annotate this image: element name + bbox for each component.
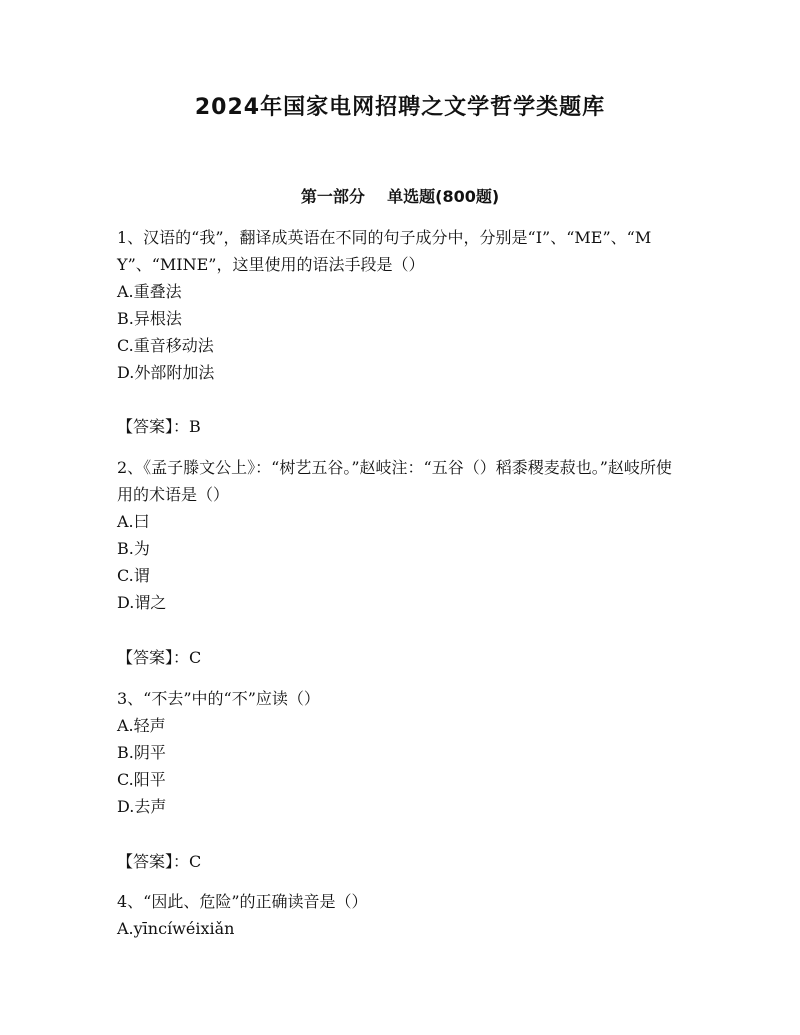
document-title: 2024年国家电网招聘之文学哲学类题库 <box>194 95 606 120</box>
answer-label: 【答案】： <box>117 417 190 436</box>
option-a: A.yīncíwéixiǎn <box>117 919 235 938</box>
answer-line-2 <box>117 644 687 671</box>
question-stem: 4、“因此、危险”的正确读音是（） <box>117 892 368 911</box>
option-c: C.重音移动法 <box>117 336 214 355</box>
section-title: 第一部分 单选题(800题) <box>300 187 500 206</box>
option-a: A.曰 <box>117 512 150 531</box>
option-a: A.重叠法 <box>117 282 182 301</box>
option-d: D.外部附加法 <box>117 363 215 382</box>
answer-value: B <box>189 417 201 436</box>
question-block-4 <box>117 888 687 942</box>
option-d: D.去声 <box>117 797 167 816</box>
option-d: D.谓之 <box>117 593 167 612</box>
question-stem: 2、《孟子滕文公上》：“树艺五谷。”赵岐注：“五谷（）稻黍稷麦菽也。”赵岐所使用的术语是（） <box>117 458 672 504</box>
option-c: C.谓 <box>117 566 150 585</box>
question-stem: 1、汉语的“我”，翻译成英语在不同的句子成分中，分别是“I”、“ME”、“MY”、“MINE”，这里使用的语法手段是（） <box>117 228 652 274</box>
question-stem: 3、“不去”中的“不”应读（） <box>117 689 320 708</box>
question-block-3 <box>117 685 687 820</box>
question-block-1 <box>117 224 687 386</box>
answer-label: 【答案】： <box>117 648 190 667</box>
answer-value: C <box>189 648 202 667</box>
answer-line-1 <box>117 413 687 440</box>
option-b: B.阴平 <box>117 743 166 762</box>
option-b: B.为 <box>117 539 150 558</box>
answer-line-3 <box>117 848 687 875</box>
answer-value: C <box>189 852 202 871</box>
option-c: C.阳平 <box>117 770 166 789</box>
question-block-2 <box>117 454 687 616</box>
answer-label: 【答案】： <box>117 852 190 871</box>
option-b: B.异根法 <box>117 309 182 328</box>
option-a: A.轻声 <box>117 716 166 735</box>
